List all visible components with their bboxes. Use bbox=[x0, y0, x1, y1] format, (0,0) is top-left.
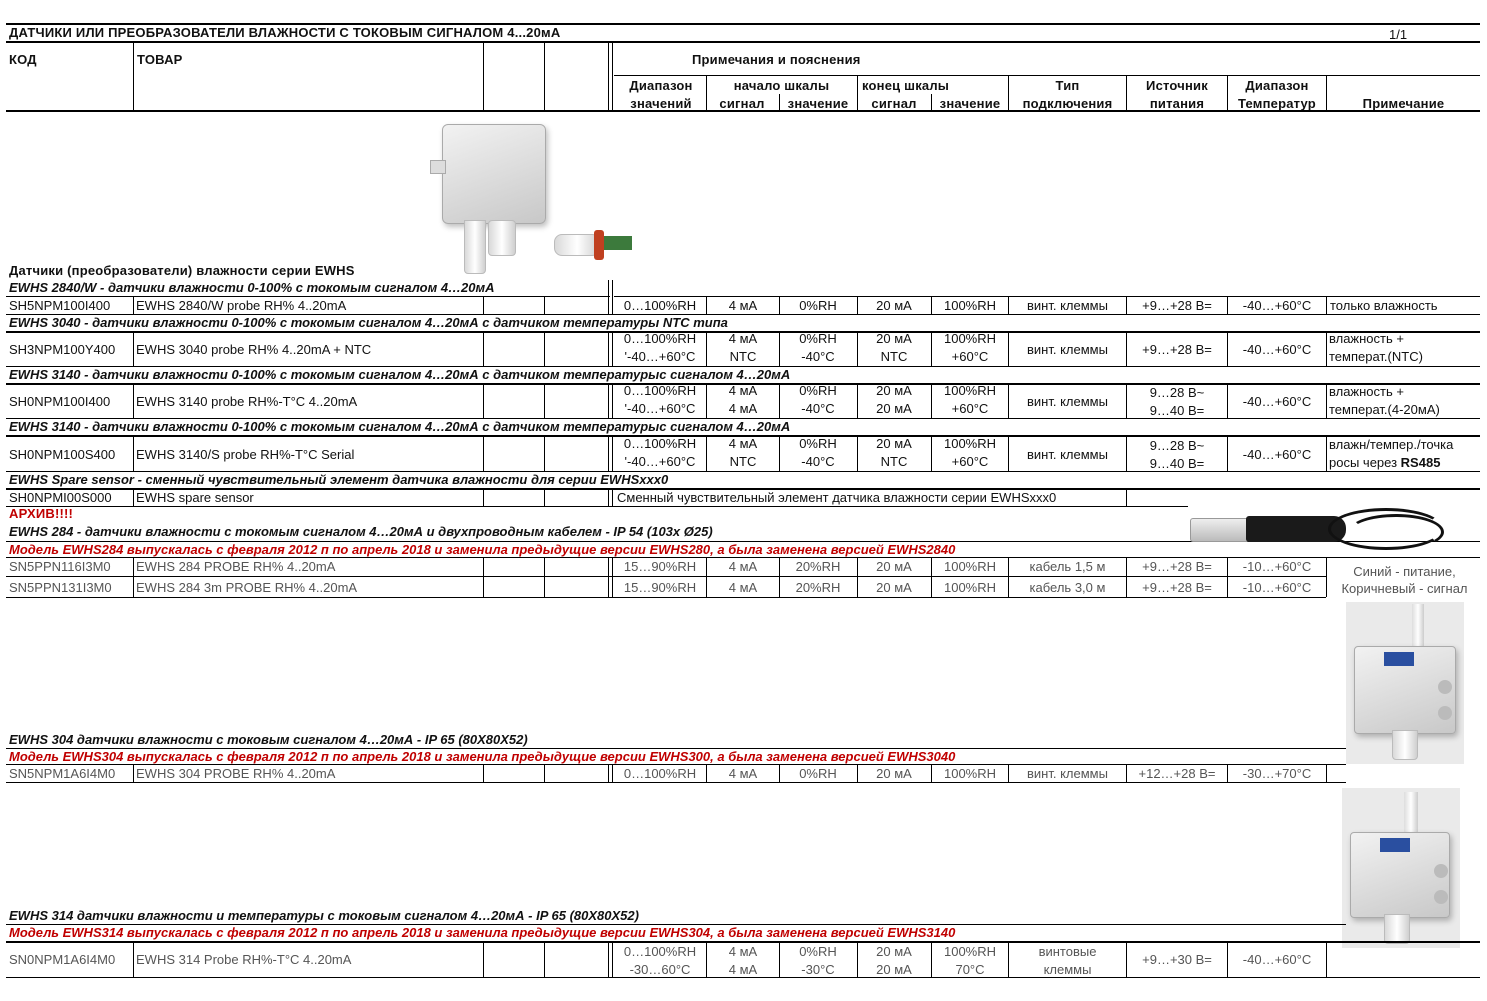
end-signal: 20 мА 20 мА bbox=[876, 944, 912, 977]
col-power-header: Источник питания bbox=[1146, 78, 1208, 111]
product-code: SH5NPM100I400 bbox=[9, 298, 111, 313]
row-note: влажность + температ.(NTC) bbox=[1329, 331, 1423, 364]
connection-type: кабель 3,0 м bbox=[1029, 580, 1106, 595]
ewhs-314-history-note: Модель EWHS314 выпускалась с февраля 2012 п по апрель 2018 и заменила предыдущие версии EWHS304, а была заменена версией EWHS3140 bbox=[9, 925, 956, 940]
power-supply: +9…+28 В= bbox=[1142, 298, 1212, 313]
start-value: 20%RH bbox=[795, 580, 841, 595]
product-name: EWHS 314 Probe RH%-T°C 4..20mA bbox=[136, 952, 352, 967]
end-value: 100%RH bbox=[943, 580, 997, 595]
power-supply: +12…+28 В= bbox=[1138, 766, 1216, 781]
range-value: 0…100%RH -30…60°C bbox=[623, 944, 697, 977]
connection-type: винт. клеммы bbox=[1027, 298, 1108, 313]
start-value: 0%RH -40°C bbox=[799, 383, 837, 416]
product-code: SN5PPN131I3M0 bbox=[9, 580, 112, 595]
end-signal: 20 мА bbox=[876, 559, 912, 574]
product-name: EWHS 2840/W probe RH% 4..20mA bbox=[136, 298, 347, 313]
start-signal: 4 мА 4 мА bbox=[728, 944, 758, 977]
start-value: 0%RH -30°C bbox=[799, 944, 837, 977]
power-supply: +9…+28 В= bbox=[1142, 342, 1212, 357]
end-value: 100%RH bbox=[943, 559, 997, 574]
section-ewhs-2840: EWHS 2840/W - датчики влажности 0-100% с токомым сигналом 4…20мА bbox=[9, 280, 495, 295]
col-range-header: Диапазон значений bbox=[629, 78, 693, 111]
col-product-header: ТОВАР bbox=[137, 52, 183, 67]
col-end-header: конец шкалы bbox=[862, 78, 950, 93]
start-signal: 4 мА 4 мА bbox=[728, 383, 758, 416]
power-supply: +9…+30 В= bbox=[1142, 952, 1212, 967]
product-code: SH0NPM100I400 bbox=[9, 394, 111, 409]
end-value: 100%RH +60°C bbox=[943, 436, 997, 469]
range-value: 0…100%RH '-40…+60°C bbox=[623, 331, 697, 364]
power-supply: +9…+28 В= bbox=[1142, 559, 1212, 574]
page-title: ДАТЧИКИ ИЛИ ПРЕОБРАЗОВАТЕЛИ ВЛАЖНОСТИ С ТОКОВЫМ СИГНАЛОМ 4...20мА bbox=[9, 25, 561, 40]
section-spare-sensor: EWHS Spare sensor - сменный чувствительный элемент датчика влажности для серии EWHSxxx0 bbox=[9, 472, 669, 487]
connection-type: кабель 1,5 м bbox=[1029, 559, 1106, 574]
ewhs-304-history-note: Модель EWHS304 выпускалась с февраля 2012 п по апрель 2018 и заменила предыдущие версии EWHS300, а была заменена версией EWHS3040 bbox=[9, 749, 956, 764]
end-value: 100%RH 70°C bbox=[943, 944, 997, 977]
series-title: Датчики (преобразователи) влажности серии EWHS bbox=[9, 263, 355, 278]
section-ewhs-3040: EWHS 3040 - датчики влажности 0-100% с токомым сигналом 4…20мА с датчиком температуры NTC типа bbox=[9, 315, 728, 330]
power-supply: 9…28 В~ 9…40 В= bbox=[1149, 438, 1205, 471]
start-signal: 4 мА bbox=[728, 766, 758, 781]
product-name: EWHS 3140 probe RH%-T°C 4..20mA bbox=[136, 394, 358, 409]
range-value: 15…90%RH bbox=[623, 559, 697, 574]
product-code: SH0NPM100S400 bbox=[9, 447, 116, 462]
start-signal: 4 мА NTC bbox=[728, 331, 758, 364]
start-signal: 4 мА bbox=[728, 580, 758, 595]
row-note: Синий - питание, bbox=[1353, 564, 1456, 579]
range-value: 0…100%RH bbox=[623, 766, 697, 781]
page-number: 1/1 bbox=[1389, 27, 1408, 42]
archive-label: АРХИВ!!!! bbox=[9, 506, 74, 521]
end-signal: 20 мА NTC bbox=[876, 331, 912, 364]
section-ewhs-284: EWHS 284 - датчики влажности с токомым сигналом 4…20мА и двухпроводным кабелем - IP 54 (103х Ø25) bbox=[9, 524, 713, 539]
range-value: 0…100%RH bbox=[623, 298, 697, 313]
col-start-header: начало шкалы bbox=[733, 78, 830, 93]
row-note: влажн/темпер./точка росы через RS485 bbox=[1329, 437, 1454, 470]
connection-type: винт. клеммы bbox=[1027, 766, 1108, 781]
col-end-signal: сигнал bbox=[871, 96, 917, 111]
product-name: EWHS spare sensor bbox=[136, 490, 254, 505]
row-note: только влажность bbox=[1330, 298, 1438, 313]
temp-range: -40…+60°C bbox=[1242, 952, 1312, 967]
temp-range: -30…+70°C bbox=[1242, 766, 1312, 781]
row-note: Коричневый - сигнал bbox=[1341, 581, 1468, 596]
notes-title: Примечания и пояснения bbox=[692, 52, 861, 67]
power-supply: 9…28 В~ 9…40 В= bbox=[1149, 385, 1205, 418]
product-code: SN0NPM1A6I4M0 bbox=[9, 952, 116, 967]
col-start-value: значение bbox=[787, 96, 849, 111]
col-start-signal: сигнал bbox=[719, 96, 765, 111]
product-code: SN5NPM1A6I4M0 bbox=[9, 766, 116, 781]
end-signal: 20 мА bbox=[876, 298, 912, 313]
end-signal: 20 мА 20 мА bbox=[876, 383, 912, 416]
product-code: SH3NPM100Y400 bbox=[9, 342, 116, 357]
section-ewhs-3140: EWHS 3140 - датчики влажности 0-100% с токомым сигналом 4…20мА с датчиком температурыс сигналом 4…20мА bbox=[9, 367, 791, 382]
temp-range: -40…+60°C bbox=[1242, 394, 1312, 409]
end-value: 100%RH +60°C bbox=[943, 383, 997, 416]
start-signal: 4 мА NTC bbox=[728, 436, 758, 469]
end-signal: 20 мА bbox=[876, 766, 912, 781]
temp-range: -10…+60°C bbox=[1242, 559, 1312, 574]
connection-type: винт. клеммы bbox=[1027, 447, 1108, 462]
product-name: EWHS 284 3m PROBE RH% 4..20mA bbox=[136, 580, 358, 595]
section-ewhs-3140s: EWHS 3140 - датчики влажности 0-100% с токомым сигналом 4…20мА с датчиком температурыс сигналом 4…20мА bbox=[9, 419, 791, 434]
end-signal: 20 мА NTC bbox=[876, 436, 912, 469]
start-signal: 4 мА bbox=[728, 559, 758, 574]
connection-type: винт. клеммы bbox=[1027, 342, 1108, 357]
range-value: 0…100%RH '-40…+60°C bbox=[623, 436, 697, 469]
start-value: 20%RH bbox=[795, 559, 841, 574]
range-value: 15…90%RH bbox=[623, 580, 697, 595]
temp-range: -40…+60°C bbox=[1242, 447, 1312, 462]
col-temp-header: Диапазон Температур bbox=[1238, 78, 1316, 111]
end-value: 100%RH +60°C bbox=[943, 331, 997, 364]
start-value: 0%RH bbox=[799, 298, 837, 313]
temp-range: -10…+60°C bbox=[1242, 580, 1312, 595]
temp-range: -40…+60°C bbox=[1242, 342, 1312, 357]
power-supply: +9…+28 В= bbox=[1142, 580, 1212, 595]
end-value: 100%RH bbox=[943, 766, 997, 781]
start-value: 0%RH bbox=[799, 766, 837, 781]
col-end-value: значение bbox=[939, 96, 1001, 111]
start-value: 0%RH -40°C bbox=[799, 436, 837, 469]
product-name: EWHS 3040 probe RH% 4..20mA + NTC bbox=[136, 342, 372, 357]
product-code: SN5PPN116I3M0 bbox=[9, 559, 111, 574]
section-ewhs-314: EWHS 314 датчики влажности и температуры с токовым сигналом 4…20мА - IP 65 (80Х80Х52) bbox=[9, 908, 639, 923]
col-code-header: КОД bbox=[9, 52, 37, 67]
range-value: 0…100%RH '-40…+60°C bbox=[623, 383, 697, 416]
col-conn-header: Тип подключения bbox=[1022, 78, 1113, 111]
end-signal: 20 мА bbox=[876, 580, 912, 595]
ewhs-284-cable-probe-image bbox=[1188, 504, 1448, 556]
col-note-header: Примечание bbox=[1362, 96, 1445, 111]
spare-description: Сменный чувствительный элемент датчика влажности серии EWHSxxx0 bbox=[617, 490, 1057, 505]
start-signal: 4 мА bbox=[728, 298, 758, 313]
end-value: 100%RH bbox=[943, 298, 997, 313]
start-value: 0%RH -40°C bbox=[799, 331, 837, 364]
ewhs-304-product-image bbox=[1346, 602, 1464, 764]
product-name: EWHS 284 PROBE RH% 4..20mA bbox=[136, 559, 336, 574]
ewhs-314-product-image bbox=[1342, 788, 1460, 948]
product-name: EWHS 304 PROBE RH% 4..20mA bbox=[136, 766, 336, 781]
ewhs-product-image bbox=[430, 120, 650, 280]
connection-type: винтовые клеммы bbox=[1038, 944, 1097, 977]
ewhs-284-history-note: Модель EWHS284 выпускалась с февраля 2012 п по апрель 2018 и заменила предыдущие версии EWHS280, а была заменена версией EWHS2840 bbox=[9, 542, 956, 557]
temp-range: -40…+60°C bbox=[1242, 298, 1312, 313]
product-code: SH0NPMI00S000 bbox=[9, 490, 112, 505]
row-note: влажность + температ.(4-20мА) bbox=[1329, 384, 1440, 417]
connection-type: винт. клеммы bbox=[1027, 394, 1108, 409]
section-ewhs-304: EWHS 304 датчики влажности с токовым сигналом 4…20мА - IP 65 (80Х80Х52) bbox=[9, 732, 528, 747]
product-name: EWHS 3140/S probe RH%-T°C Serial bbox=[136, 447, 355, 462]
